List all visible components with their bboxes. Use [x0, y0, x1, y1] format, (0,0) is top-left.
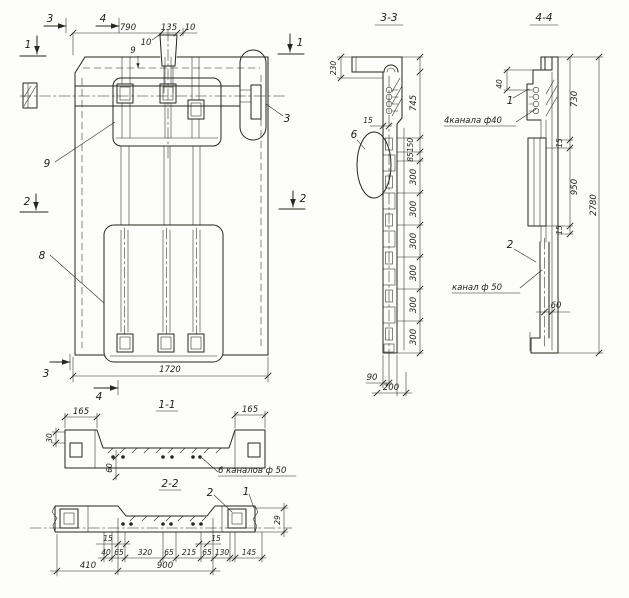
dim-130: 130: [214, 548, 230, 557]
dim-200: 200: [382, 383, 400, 393]
callout-1-s44: 1: [506, 95, 514, 107]
dim-300-6: 300: [409, 328, 419, 346]
dim-950: 950: [570, 178, 580, 196]
dim-15-s33: 15: [363, 116, 373, 125]
section-2-2: [30, 478, 292, 576]
dim-2780: 2780: [589, 194, 599, 216]
dim-15-right-s22: 15: [211, 534, 221, 543]
section-mark-2-right: 2: [299, 193, 307, 205]
section-1-1-title: 1-1: [158, 399, 176, 411]
section-mark-2-left: 2: [23, 196, 31, 208]
section-mark-4-top: 4: [99, 13, 107, 25]
dim-60-s11: 60: [105, 463, 114, 473]
section-mark-3-top: 3: [46, 13, 54, 25]
dim-300-2: 300: [409, 200, 419, 218]
section-1-1: [45, 399, 296, 480]
dim-150: 150: [406, 137, 415, 153]
dim-300-4: 300: [409, 264, 419, 282]
section-2-2-title: 2-2: [161, 478, 179, 490]
section-4-4: [444, 12, 603, 356]
callout-9: 9: [43, 158, 51, 170]
callout-3: 3: [283, 113, 291, 125]
dim-65b: 65: [164, 548, 174, 557]
dim-300-5: 300: [409, 296, 419, 314]
dim-30: 30: [45, 433, 54, 443]
dim-15-bottom: 15: [555, 225, 564, 235]
section-3-3: [329, 12, 423, 396]
plan-view: [20, 13, 307, 403]
plan-linework: [20, 18, 305, 395]
dim-145: 145: [241, 548, 257, 557]
dim-230: 230: [329, 60, 338, 76]
dim-900: 900: [156, 561, 174, 571]
dim-165-right: 165: [241, 405, 259, 415]
section-3-3-title: 3-3: [380, 12, 398, 24]
dim-745: 745: [409, 94, 419, 112]
section-mark-1-left: 1: [24, 39, 32, 51]
dim-40: 40: [495, 79, 504, 89]
callout-1-s22: 1: [242, 486, 250, 498]
dim-300-3: 300: [409, 232, 419, 250]
section-mark-1-right: 1: [296, 37, 304, 49]
dim-410: 410: [79, 561, 97, 571]
section-mark-3-bottom: 3: [42, 368, 50, 380]
note-6-channels-f50: 6 каналов ф 50: [218, 466, 287, 476]
dim-300-1: 300: [409, 168, 419, 186]
dim-29: 29: [273, 515, 282, 525]
section-mark-4-bottom: 4: [95, 391, 103, 403]
dim-60-s44: 60: [550, 301, 562, 311]
dim-15-left-s22: 15: [103, 534, 113, 543]
callout-6: 6: [350, 129, 358, 141]
callout-2-s44: 2: [506, 239, 514, 251]
callout-2-s22: 2: [206, 487, 214, 499]
dim-215: 215: [181, 548, 197, 557]
note-channel-f50: канал ф 50: [452, 283, 503, 293]
dim-65c: 65: [202, 548, 212, 557]
dim-10-leader: 10: [140, 38, 152, 48]
section-4-4-title: 4-4: [535, 12, 553, 24]
dim-1720: 1720: [159, 365, 181, 375]
dim-85: 85: [406, 152, 415, 162]
dim-135: 135: [160, 23, 178, 33]
dim-90: 90: [366, 373, 378, 383]
callout-8: 8: [38, 250, 46, 262]
dim-730: 730: [570, 90, 580, 108]
note-4-channels-f40: 4канала ф40: [444, 116, 502, 126]
dim-9: 9: [130, 46, 136, 56]
dim-65a: 65: [114, 548, 124, 557]
dim-165-left: 165: [72, 407, 90, 417]
dim-790: 790: [119, 23, 137, 33]
dim-40-s22: 40: [101, 548, 111, 557]
dim-15-top: 15: [555, 138, 564, 148]
dim-320: 320: [137, 548, 153, 557]
dim-10: 10: [184, 23, 196, 33]
